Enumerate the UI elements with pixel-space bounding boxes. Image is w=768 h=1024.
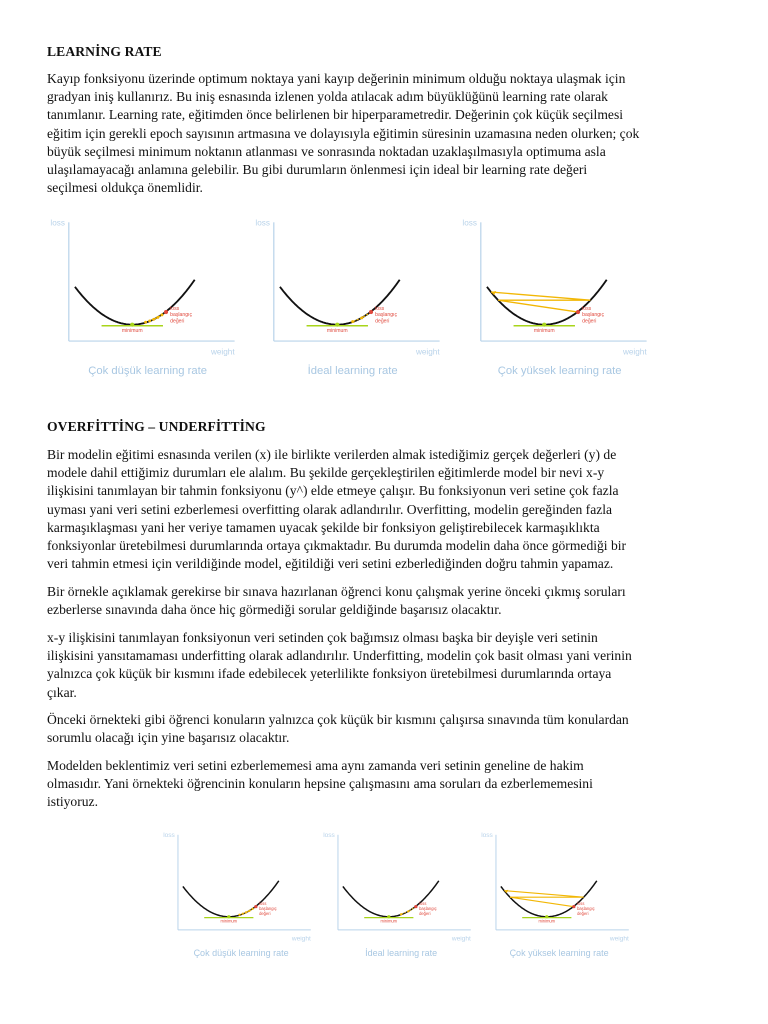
loss-axis-label: loss xyxy=(50,218,65,228)
start-label: başlangıç xyxy=(170,312,193,319)
divergent-steps xyxy=(504,891,584,907)
minimum-label: minimum xyxy=(380,918,398,924)
start-label: loss xyxy=(577,901,585,907)
text-line: x-y ilişkisini tanımlayan fonksiyonun veri setinden çok bağımsız olması başka bir deyişle veri setinin xyxy=(47,630,598,645)
step-point xyxy=(251,908,253,910)
text-line: Bir modelin eğitimi esnasında verilen (x) ile birlikte verilerden almak istediğimiz gerçek değerleri (y) de xyxy=(47,447,617,462)
diagram-panel xyxy=(473,823,637,963)
start-point xyxy=(414,905,417,908)
step-point xyxy=(156,316,159,319)
minimum-point xyxy=(542,323,546,327)
text-line: eğitim için gerekli epoch sayısının artmasına ve dolayısıyla eğitimin süresinin uzamasına neden olurken; çok xyxy=(47,125,640,141)
start-label: değeri xyxy=(582,318,597,325)
text-line: Modelden beklentimiz veri setini ezberlememesi ama aynı zamanda veri setinin geneline de hakim xyxy=(47,758,584,773)
learning-rate-paragraph xyxy=(47,70,727,197)
text-line: ilişkisini tanımlayan bir tahmin fonksiyonu (y^) elde etmeye çalışır. Bu fonksiyonun veri setine çok fazla xyxy=(47,483,619,499)
weight-axis-label: weight xyxy=(210,347,235,357)
start-point xyxy=(576,310,580,314)
diagram-caption: Çok düşük learning rate xyxy=(88,364,208,377)
expectation-paragraph xyxy=(47,757,727,812)
step-point xyxy=(242,913,244,915)
step-point xyxy=(245,911,247,913)
learning-rate-diagram xyxy=(315,823,479,963)
step-point xyxy=(400,913,402,915)
loss-axis-label: loss xyxy=(255,218,270,228)
diagram-caption: Çok yüksek learning rate xyxy=(497,364,622,377)
text-line: fonksiyonlar üretebilmesi durumlarında ortaya çıkmaktadır. Bu durumda modelin daha önce görmediği bir xyxy=(47,538,627,554)
start-label: loss xyxy=(170,306,180,313)
text-line: uyması yani veri setini ezberlemesi overfitting olarak adlandırılır. Overfitting, modelin gereğinden fazla xyxy=(47,501,613,517)
text-line: veri tahmin etmesi için verildiğinde model, eğitildiği veri setini ezberlediğinden doğru tahmin yapamaz. xyxy=(47,556,614,572)
text-line: ezberlerse sınavında daha önce hiç görmediği sorular geldiğinde başarısız olacaktır. xyxy=(47,602,502,618)
weight-axis-label: weight xyxy=(415,347,440,357)
step-point xyxy=(148,319,151,322)
learning-rate-diagram xyxy=(452,208,657,382)
step-point xyxy=(351,320,354,323)
step-point xyxy=(152,318,155,321)
diagram-caption: İdeal learning rate xyxy=(307,364,398,377)
start-label: değeri xyxy=(577,910,589,916)
start-label: değeri xyxy=(419,910,431,916)
start-label: başlangıç xyxy=(419,905,437,911)
weight-axis-label: weight xyxy=(291,935,311,943)
text-line: gradyan iniş kullanırız. Bu iniş esnasında izlenen yolda atılacak adım büyüklüğünü learning rate olarak xyxy=(47,89,608,105)
start-label: loss xyxy=(582,306,592,313)
step-point xyxy=(407,910,409,912)
diagram-panel xyxy=(452,208,657,382)
step-point xyxy=(238,914,240,916)
step-point xyxy=(144,321,147,324)
text-line: ilişkisini yansıtamaması underfitting olarak adlandırılır. Underfitting, modelin çok basit olması yani verinin xyxy=(47,648,632,664)
diagram-panel xyxy=(155,823,319,963)
start-label: değeri xyxy=(170,318,185,325)
weight-axis-label: weight xyxy=(451,935,471,943)
diagram-panel xyxy=(245,208,450,382)
step-point xyxy=(360,316,363,319)
minimum-point xyxy=(335,323,339,327)
overfitting-underfitting-heading: OVERFİTTİNG – UNDERFİTTİNG xyxy=(47,419,266,434)
example-paragraph xyxy=(47,583,727,619)
start-point xyxy=(369,310,373,314)
start-label: başlangıç xyxy=(582,312,605,319)
text-line: büyük seçilmesi minimum noktanın atlanması ve sonrasında noktadan uzaklaşılmasıyla optimuma asla xyxy=(47,143,606,159)
loss-axis-label: loss xyxy=(462,218,477,228)
minimum-label: minimum xyxy=(538,918,556,924)
weight-axis-label: weight xyxy=(622,347,647,357)
start-label: loss xyxy=(419,901,427,907)
start-label: başlangıç xyxy=(375,312,398,319)
start-label: başlangıç xyxy=(259,905,277,911)
text-line: yalnızca çok küçük bir kısmını ifade edebilecek yeterlilikte fonksiyon üretebilmesi durumlarında ortaya xyxy=(47,666,612,682)
step-point xyxy=(248,910,250,912)
text-line: modele dahil ettiğimiz durumları ele alalım. Bu şekilde gerçekleştirilen eğitimlerde model bir nevi x-y xyxy=(47,465,605,481)
start-point xyxy=(164,310,168,314)
weight-axis-label: weight xyxy=(609,935,629,943)
diagram-caption: İdeal learning rate xyxy=(365,948,438,959)
divergent-steps xyxy=(491,292,590,312)
text-line: Bir örnekle açıklamak gerekirse bir sınava hazırlanan öğrenci konu çalışmak yerine önceki çıkmış soruları xyxy=(47,584,626,599)
text-line: sorumlu olacağı için yine başarısız olacaktır. xyxy=(47,730,290,746)
minimum-label: minimum xyxy=(220,918,238,924)
underfitting-paragraph xyxy=(47,629,727,702)
text-line: Önceki örnekteki gibi öğrenci konuların yalnızca çok küçük bir kısmını çalışırsa sınavında tüm konulardan xyxy=(47,712,629,727)
start-point xyxy=(254,905,257,908)
minimum-label: minimum xyxy=(326,327,348,334)
learning-rate-diagram xyxy=(40,208,245,382)
learning-rate-figure-top xyxy=(40,208,740,388)
step-point xyxy=(161,313,164,316)
start-label: loss xyxy=(259,901,267,907)
overfitting-paragraph xyxy=(47,446,727,573)
text-line: çıkar. xyxy=(47,684,77,700)
text-line: olmasıdır. Yani örnekteki öğrencinin konuların hepsine çalışmasını ama soruları da ezberlememesini xyxy=(47,776,593,792)
minimum-label: minimum xyxy=(533,327,555,334)
learning-rate-heading: LEARNİNG RATE xyxy=(47,44,162,59)
text-line: karmaşıklaşması yani her veriye tamamen uyacak şekilde bir fonksiyon geliştirebilecek karmaşıklıkta xyxy=(47,519,600,535)
start-label: başlangıç xyxy=(577,905,595,911)
learning-rate-diagram xyxy=(473,823,637,963)
diagram-panel xyxy=(315,823,479,963)
underfitting-example-paragraph xyxy=(47,711,727,747)
text-line: ulaşılamayacağı anlamına gelebilir. Bu gibi durumların önlenmesi için ideal bir learning rate değeri xyxy=(47,162,588,178)
minimum-label: minimum xyxy=(121,327,143,334)
start-label: değeri xyxy=(375,318,390,325)
diagram-caption: Çok yüksek learning rate xyxy=(509,948,609,959)
learning-rate-diagram xyxy=(245,208,450,382)
start-point xyxy=(572,905,575,908)
text-line: seçilmesi oldukça önemlidir. xyxy=(47,180,203,196)
learning-rate-diagram xyxy=(155,823,319,963)
diagram-panel xyxy=(40,208,245,382)
text-line: tanımlanır. Learning rate, eğitimden önce belirlenen bir hiperparametredir. Değerinin çok küçük seçilmesi xyxy=(47,107,624,123)
loss-axis-label: loss xyxy=(481,832,493,840)
loss-axis-label: loss xyxy=(323,832,335,840)
text-line: istiyoruz. xyxy=(47,794,98,810)
diagram-caption: Çok düşük learning rate xyxy=(193,948,289,959)
learning-rate-figure-bottom xyxy=(155,823,645,973)
minimum-point xyxy=(130,323,134,327)
loss-axis-label: loss xyxy=(163,832,175,840)
start-label: değeri xyxy=(259,910,271,916)
text-line: Kayıp fonksiyonu üzerinde optimum noktaya yani kayıp değerinin minimum olduğu noktaya ulaşmak için xyxy=(47,71,626,86)
start-label: loss xyxy=(375,306,385,313)
